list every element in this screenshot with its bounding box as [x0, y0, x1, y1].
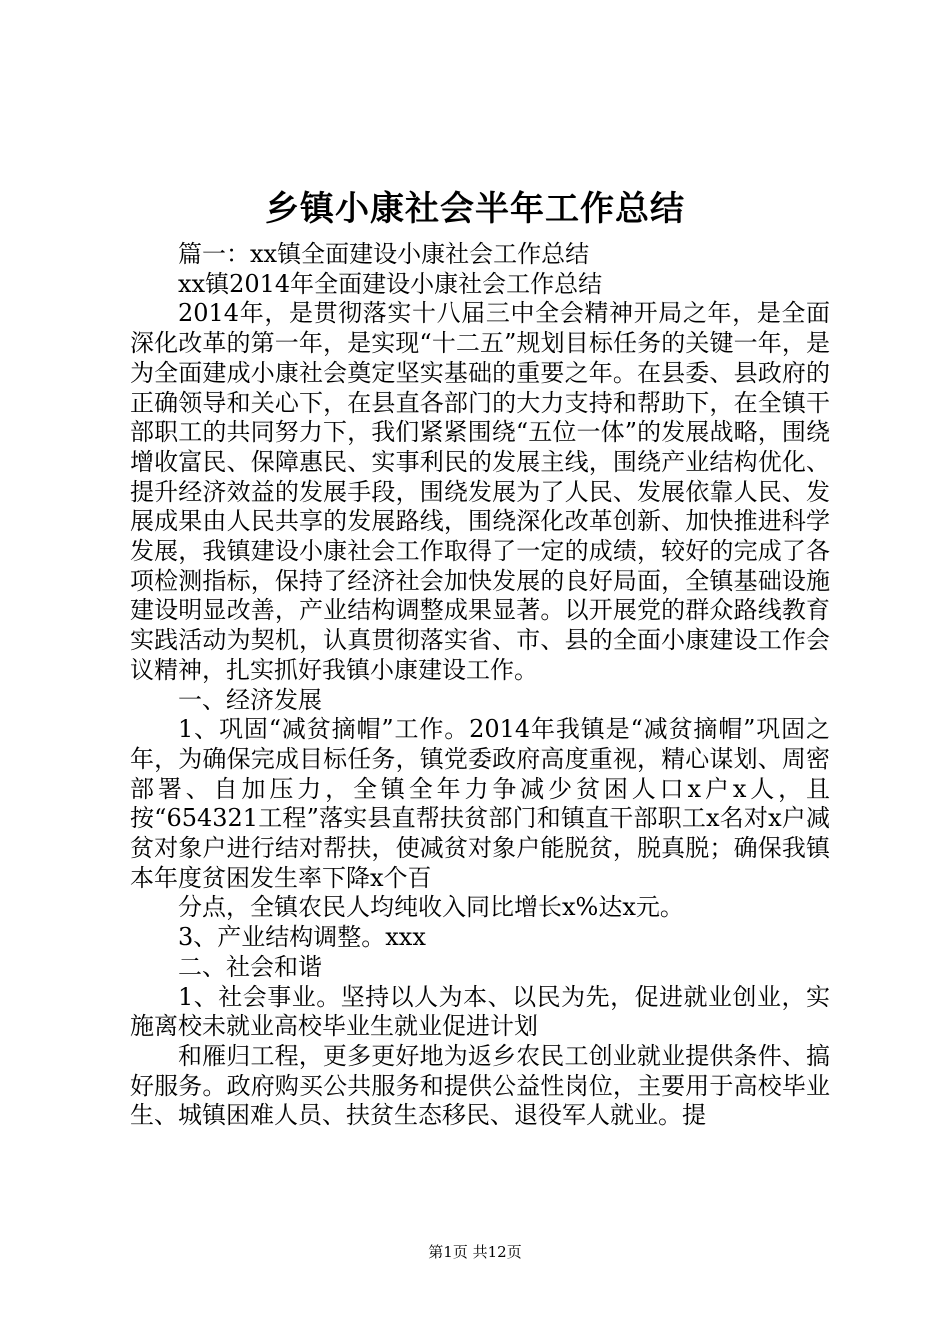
document-title: 乡镇小康社会半年工作总结 — [265, 189, 685, 229]
section-heading-economy: 一、经济发展 — [178, 685, 322, 714]
paragraph-income: 分点，全镇农民人均纯收入同比增长x%达x元。 — [178, 893, 684, 922]
paragraph-industry: 3、产业结构调整。xxx — [178, 923, 426, 952]
paragraph-intro: 2014年，是贯彻落实十八届三中全会精神开局之年，是全面深化改革的第一年，是实现“十二五”规划目标任务的关键一年，是为全面建成小康社会奠定坚实基础的重要之年。在县委、县政府的正确领导和关心下，在县直各部门的大力支持和帮助下，在全镇干部职工的共同努力下，我们紧紧围绕“五位一体”的发展战略，围绕增收富民、保障惠民、实事利民的发展主线，围绕产业结构优化、提升经济效益的发展手段，围绕发展为了人民、发展依靠人民、发展成果由人民共享的发展路线，围绕深化改革创新、加快推进科学发展，我镇建设小康社会工作取得了一定的成绩，较好的完成了各项检测指标，保持了经济社会加快发展的良好局面，全镇基础设施建设明显改善，产业结构调整成果显著。以开展党的群众路线教育实践活动为契机，认真贯彻落实省、市、县的全面小康建设工作会议精神，扎实抓好我镇小康建设工作。 — [130, 299, 830, 684]
page-footer: 第1页 共12页 — [428, 1243, 522, 1261]
paragraph-employment: 和雁归工程，更多更好地为返乡农民工创业就业提供条件、搞好服务。政府购买公共服务和提供公益性岗位，主要用于高校毕业生、城镇困难人员、扶贫生态移民、退役军人就业。提 — [130, 1041, 830, 1130]
paragraph-heading-1: 篇一：xx镇全面建设小康社会工作总结 — [178, 240, 590, 268]
section-heading-society: 二、社会和谐 — [178, 952, 322, 981]
paragraph-poverty: 1、巩固“减贫摘帽”工作。2014年我镇是“减贫摘帽”巩固之年，为确保完成目标任务，镇党委政府高度重视，精心谋划、周密部署、自加压力，全镇全年力争减少贫困人口x户x人，且按“654321工程”落实县直帮扶贫部门和镇直干部职工x名对x户减贫对象户进行结对帮扶，使减贫对象户能脱贫，脱真脱；确保我镇本年度贫困发生率下降x个百 — [130, 715, 830, 892]
paragraph-subtitle: xx镇2014年全面建设小康社会工作总结 — [178, 269, 603, 298]
document-body — [130, 240, 830, 1131]
paragraph-social-affairs: 1、社会事业。坚持以人为本、以民为先，促进就业创业，实施离校未就业高校毕业生就业促进计划 — [130, 982, 830, 1041]
